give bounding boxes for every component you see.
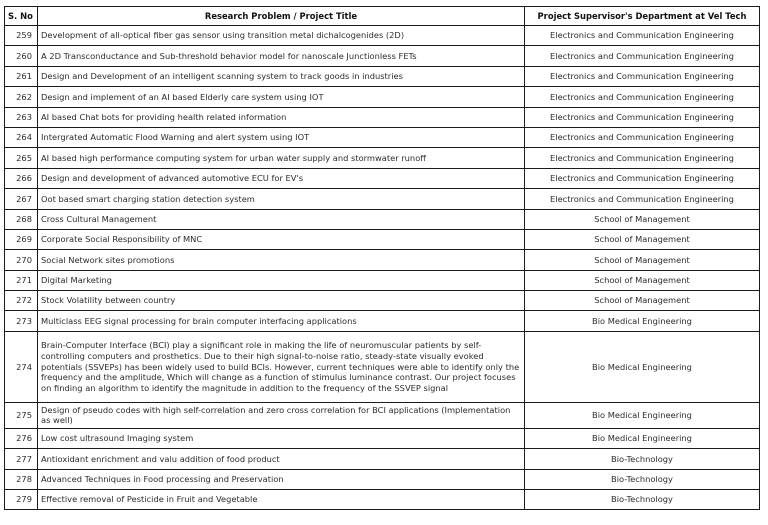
header-title: Research Problem / Project Title — [38, 7, 525, 26]
row-title: Development of all-optical fiber gas sensor using transition metal dichalcogenides (2D) — [38, 26, 525, 46]
row-title: Multiclass EEG signal processing for brain computer interfacing applications — [38, 311, 525, 331]
row-sno: 272 — [5, 291, 38, 311]
row-dept: Electronics and Communication Engineering — [525, 26, 760, 46]
row-sno: 268 — [5, 209, 38, 229]
table-row — [5, 127, 760, 147]
row-dept: School of Management — [525, 291, 760, 311]
row-sno: 261 — [5, 66, 38, 86]
row-dept: Electronics and Communication Engineering — [525, 127, 760, 147]
row-dept: Electronics and Communication Engineering — [525, 66, 760, 86]
table-row — [5, 469, 760, 489]
row-sno: 264 — [5, 127, 38, 147]
row-sno: 266 — [5, 168, 38, 188]
row-dept: Bio Medical Engineering — [525, 402, 760, 428]
table-row — [5, 66, 760, 86]
table-row — [5, 189, 760, 209]
row-dept: Bio Medical Engineering — [525, 428, 760, 448]
row-title: AI based Chat bots for providing health related information — [38, 107, 525, 127]
row-dept: School of Management — [525, 270, 760, 290]
row-dept: Electronics and Communication Engineering — [525, 168, 760, 188]
table-row — [5, 331, 760, 402]
row-title: Advanced Techniques in Food processing and Preservation — [38, 469, 525, 489]
row-title: Design of pseudo codes with high self-correlation and zero cross correlation for BCI applications (Implementation as well) — [38, 402, 525, 428]
row-title: Effective removal of Pesticide in Fruit and Vegetable — [38, 490, 525, 510]
row-sno: 278 — [5, 469, 38, 489]
row-sno: 263 — [5, 107, 38, 127]
table-row — [5, 291, 760, 311]
row-sno: 271 — [5, 270, 38, 290]
row-sno: 267 — [5, 189, 38, 209]
table-row — [5, 250, 760, 270]
row-title: Design and development of advanced automotive ECU for EV's — [38, 168, 525, 188]
row-sno: 274 — [5, 331, 38, 402]
table-row — [5, 229, 760, 249]
row-title: Stock Volatility between country — [38, 291, 525, 311]
row-sno: 275 — [5, 402, 38, 428]
header-sno: S. No — [5, 7, 38, 26]
row-sno: 269 — [5, 229, 38, 249]
table-row — [5, 26, 760, 46]
row-dept: Electronics and Communication Engineering — [525, 46, 760, 66]
row-dept: School of Management — [525, 209, 760, 229]
row-dept: Electronics and Communication Engineering — [525, 87, 760, 107]
table-row — [5, 428, 760, 448]
row-dept: Electronics and Communication Engineering — [525, 148, 760, 168]
row-sno: 262 — [5, 87, 38, 107]
row-dept: School of Management — [525, 229, 760, 249]
row-dept: Bio Medical Engineering — [525, 331, 760, 402]
table-row — [5, 209, 760, 229]
row-dept: Bio-Technology — [525, 490, 760, 510]
table-row — [5, 107, 760, 127]
row-title: Oot based smart charging station detection system — [38, 189, 525, 209]
row-sno: 265 — [5, 148, 38, 168]
row-sno: 270 — [5, 250, 38, 270]
table-row — [5, 148, 760, 168]
row-title: Social Network sites promotions — [38, 250, 525, 270]
table-row — [5, 87, 760, 107]
row-title: Corporate Social Responsibility of MNC — [38, 229, 525, 249]
row-title: Antioxidant enrichment and valu addition of food product — [38, 449, 525, 469]
row-sno: 273 — [5, 311, 38, 331]
row-dept: School of Management — [525, 250, 760, 270]
table-row — [5, 46, 760, 66]
table-row — [5, 449, 760, 469]
table-row — [5, 402, 760, 428]
row-sno: 276 — [5, 428, 38, 448]
row-sno: 259 — [5, 26, 38, 46]
row-title: Intergrated Automatic Flood Warning and alert system using IOT — [38, 127, 525, 147]
row-title: Digital Marketing — [38, 270, 525, 290]
row-title: Cross Cultural Management — [38, 209, 525, 229]
row-title: A 2D Transconductance and Sub-threshold behavior model for nanoscale Junctionless FETs — [38, 46, 525, 66]
row-title: Low cost ultrasound Imaging system — [38, 428, 525, 448]
table-header-row — [5, 7, 760, 26]
row-dept: Bio-Technology — [525, 469, 760, 489]
header-dept: Project Supervisor's Department at Vel Tech — [525, 7, 760, 26]
research-projects-table — [4, 6, 760, 510]
row-dept: Bio Medical Engineering — [525, 311, 760, 331]
row-sno: 279 — [5, 490, 38, 510]
row-sno: 260 — [5, 46, 38, 66]
row-title: Brain-Computer Interface (BCI) play a significant role in making the life of neuromuscular patients by self-controlling computers and prosthetics. Due to their high signal-to-noise ratio, steady-state visually evoked potentials (SSVEPs) has been widely used to build BCIs. However, current techniques were able to identify only the frequency and the amplitude, Which will change as a function of stimulus luminance contrast. Our project focuses on finding an algorithm to identify the magnitude in addition to the frequency of the SSVEP signal — [38, 331, 525, 402]
table-row — [5, 311, 760, 331]
row-dept: Bio-Technology — [525, 449, 760, 469]
table-row — [5, 270, 760, 290]
row-title: Design and implement of an AI based Elderly care system using IOT — [38, 87, 525, 107]
table-row — [5, 490, 760, 510]
row-dept: Electronics and Communication Engineering — [525, 107, 760, 127]
row-title: Design and Development of an intelligent scanning system to track goods in industries — [38, 66, 525, 86]
table-row — [5, 168, 760, 188]
row-dept: Electronics and Communication Engineering — [525, 189, 760, 209]
row-title: AI based high performance computing system for urban water supply and stormwater runoff — [38, 148, 525, 168]
row-sno: 277 — [5, 449, 38, 469]
